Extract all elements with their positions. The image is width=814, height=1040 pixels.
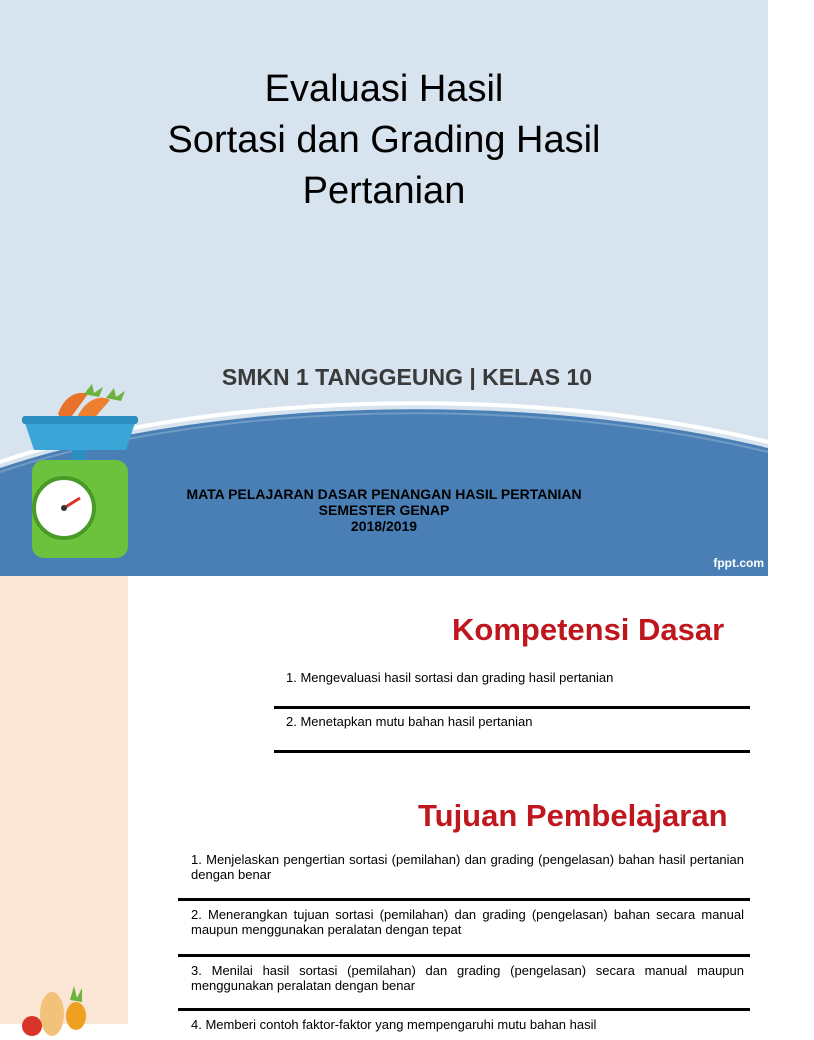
tujuan-pembelajaran-heading: Tujuan Pembelajaran [418, 798, 728, 833]
subject-info [100, 486, 668, 534]
kompetensi-item-2: 2. Menetapkan mutu bahan hasil pertanian [286, 714, 533, 729]
tujuan-item-2: 2. Menerangkan tujuan sortasi (pemilahan) dan grading (pengelasan) bahan secara manual maupun menggunakan peralatan dengan tepat [191, 907, 744, 937]
tujuan-item-1: 1. Menjelaskan pengertian sortasi (pemilahan) dan grading (pengelasan) bahan hasil pertanian dengan benar [191, 852, 744, 882]
title-line-1: Evaluasi Hasil [264, 68, 504, 110]
semester: SEMESTER GENAP [318, 502, 450, 518]
divider [274, 706, 750, 709]
divider [274, 750, 750, 753]
divider [178, 1008, 750, 1011]
vegetable-scale-icon [18, 384, 138, 562]
tujuan-item-4: 4. Memberi contoh faktor-faktor yang mempengaruhi mutu bahan hasil [191, 1017, 597, 1032]
title-line-3: Pertanian [302, 170, 466, 212]
competency-slide [0, 576, 768, 1032]
slide-title [0, 64, 768, 217]
divider [178, 898, 750, 901]
side-strip [0, 576, 128, 1024]
kompetensi-item-1: 1. Mengevaluasi hasil sortasi dan grading hasil pertanian [286, 670, 614, 685]
tujuan-item-3: 3. Menilai hasil sortasi (pemilahan) dan grading (pengelasan) secara manual maupun menggunakan peralatan dengan benar [191, 963, 744, 993]
fppt-watermark: fppt.com [713, 556, 764, 570]
subject-name: MATA PELAJARAN DASAR PENANGAN HASIL PERTANIAN [186, 486, 582, 502]
divider [178, 954, 750, 957]
fruit-basket-icon [18, 980, 128, 1040]
title-line-2: Sortasi dan Grading Hasil [167, 119, 601, 161]
school-year: 2018/2019 [350, 518, 418, 534]
kompetensi-dasar-heading: Kompetensi Dasar [452, 612, 725, 647]
school-class-subtitle: SMKN 1 TANGGEUNG | KELAS 10 [221, 364, 593, 390]
